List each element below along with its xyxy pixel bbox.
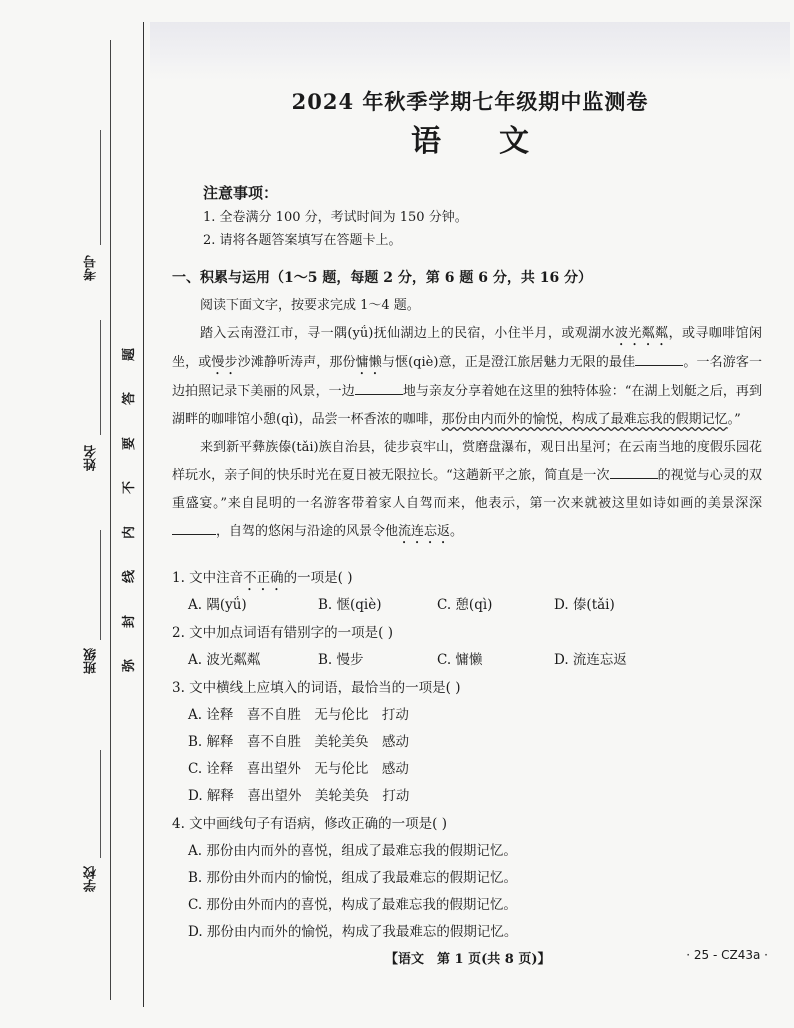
passage-text: 来到新平彝族傣(tǎi)族自治县，徒步哀牢山，赏磨盘瀑布，观日出星河；在云南当地的度假乐园花样玩水，亲子间的快乐时光在夏日被无限拉长。“这趟新平之旅，简直是一次 — [172, 440, 762, 483]
notice-item: 2. 请将各题答案填写在答题卡上。 — [203, 233, 402, 248]
banji-underline — [100, 530, 101, 640]
exam-title: 2024 年秋季学期七年级期中监测卷 — [291, 89, 649, 114]
dotted-word: 慢步 — [211, 355, 238, 370]
fill-blank — [172, 520, 216, 535]
seal-char: 弥 — [122, 658, 138, 672]
seal-char: 要 — [122, 436, 138, 450]
binding-outer-line — [110, 40, 111, 1000]
option-b[interactable]: B. 慢步 — [318, 652, 364, 668]
header-shade — [150, 22, 790, 80]
dotted-word: 不正确 — [243, 570, 284, 586]
seal-char: 封 — [122, 614, 138, 628]
passage-text: 。 — [450, 524, 464, 539]
q4-option-a[interactable]: A. 那份由内而外的喜悦，组成了最难忘我的假期记忆。 — [188, 843, 517, 859]
kaohao-field — [82, 255, 101, 281]
dotted-word: 慵懒 — [355, 355, 382, 370]
seal-char: 不 — [122, 481, 138, 495]
xuexiao-field — [82, 866, 101, 892]
xingming-label: 姓名 — [84, 445, 99, 471]
kaohao-underline — [100, 130, 101, 245]
option-c[interactable]: C. 慵懒 — [437, 652, 483, 668]
banji-field — [82, 648, 101, 674]
seal-char: 答 — [122, 392, 138, 406]
xuexiao-label: 学校 — [84, 866, 99, 892]
dotted-word: 波光粼粼 — [614, 326, 669, 341]
fill-blank — [635, 351, 683, 366]
option-d[interactable]: D. 流连忘返 — [554, 652, 627, 668]
seal-line-notice — [120, 345, 136, 675]
fill-blank — [355, 380, 403, 395]
passage-intro: 阅读下面文字，按要求完成 1～4 题。 — [200, 298, 420, 313]
question-4: 4. 文中画线句子有语病，修改正确的一项是( ) — [172, 816, 447, 832]
q1-stem: 的一项是( ) — [283, 570, 353, 586]
question-2: 2. 文中加点词语有错别字的一项是( ) — [172, 625, 393, 641]
banji-label: 班级 — [84, 648, 99, 674]
passage-text: 踏入云南澄江市，寻一隅(yǘ)抚仙湖边上的民宿，小住半月，或观湖水 — [200, 326, 615, 341]
dotted-word: 流连忘返 — [398, 524, 451, 539]
fill-blank — [610, 464, 658, 479]
q1-stem: 1. 文中注音 — [172, 570, 244, 586]
option-a[interactable]: A. 隅(yǘ) — [188, 597, 247, 613]
q3-option-d[interactable]: D. 解释 喜出望外 美轮美奂 打动 — [188, 788, 410, 804]
option-a[interactable]: A. 波光粼粼 — [188, 652, 261, 668]
underlined-sentence: 那份由内而外的愉悦，构成了最难忘我的假期记忆 — [441, 412, 728, 427]
q4-option-c[interactable]: C. 那份由外而内的喜悦，构成了最难忘我的假期记忆。 — [188, 897, 517, 913]
page-number: 【语文 第 1 页(共 8 页)】 — [385, 952, 551, 967]
option-b[interactable]: B. 惬(qiè) — [318, 597, 382, 613]
passage-text: 。一名游客一边拍照记录下美丽的风景，一边 — [172, 355, 762, 399]
q4-option-b[interactable]: B. 那份由外而内的愉悦，组成了我最难忘的假期记忆。 — [188, 870, 518, 886]
seal-char: 题 — [122, 347, 138, 362]
passage-paragraph-1 — [172, 320, 762, 434]
section-heading: 一、积累与运用（1～5 题，每题 2 分，第 6 题 6 分，共 16 分） — [172, 270, 593, 286]
passage-text: 与惬(qiè)意，正是澄江旅居魅力无限的最佳 — [381, 355, 636, 370]
xingming-underline — [100, 320, 101, 435]
binding-seal-line — [143, 22, 144, 1007]
passage-text: 的视觉与心灵的双重盛宴。”来自昆明的一名游客带着家人自驾而来，他表示，第一次来就被这里如诗如画的美景深深 — [172, 468, 762, 511]
seal-char: 线 — [122, 570, 138, 584]
option-d[interactable]: D. 傣(tǎi) — [554, 597, 615, 613]
passage-text: 沙滩静听涛声，那份 — [237, 355, 356, 370]
xingming-field — [82, 445, 101, 471]
passage-paragraph-2 — [172, 434, 762, 547]
passage-text: 地与亲友分享着她在这里的独特体验：“在湖上划艇之后，再到湖畔的咖啡馆小憩(qì)，品尝一杯香浓的咖啡， — [172, 384, 762, 427]
question-1 — [172, 566, 353, 594]
q3-option-b[interactable]: B. 解释 喜不自胜 美轮美奂 感动 — [188, 734, 410, 750]
exam-subject: 语文 — [411, 124, 587, 159]
xuexiao-underline — [100, 750, 101, 858]
paper-code: · 25 - CZ43a · — [686, 948, 768, 962]
notice-title: 注意事项： — [203, 184, 279, 202]
q3-option-a[interactable]: A. 诠释 喜不自胜 无与伦比 打动 — [188, 707, 409, 723]
kaohao-label: 考号 — [84, 255, 99, 281]
passage-text: ，或寻咖啡馆闲坐，或 — [172, 326, 762, 370]
q4-option-d[interactable]: D. 那份由内而外的愉悦，构成了我最难忘的假期记忆。 — [188, 924, 518, 940]
question-3: 3. 文中横线上应填入的词语，最恰当的一项是( ) — [172, 680, 461, 696]
passage-text: ，自驾的悠闲与沿途的风景令他 — [216, 524, 399, 539]
option-c[interactable]: C. 憩(qì) — [437, 597, 493, 613]
notice-item: 1. 全卷满分 100 分，考试时间为 150 分钟。 — [203, 210, 468, 225]
q3-option-c[interactable]: C. 诠释 喜出望外 无与伦比 感动 — [188, 761, 409, 777]
reading-passage — [172, 264, 762, 547]
seal-char: 内 — [122, 525, 138, 539]
passage-text: 。” — [727, 412, 741, 427]
